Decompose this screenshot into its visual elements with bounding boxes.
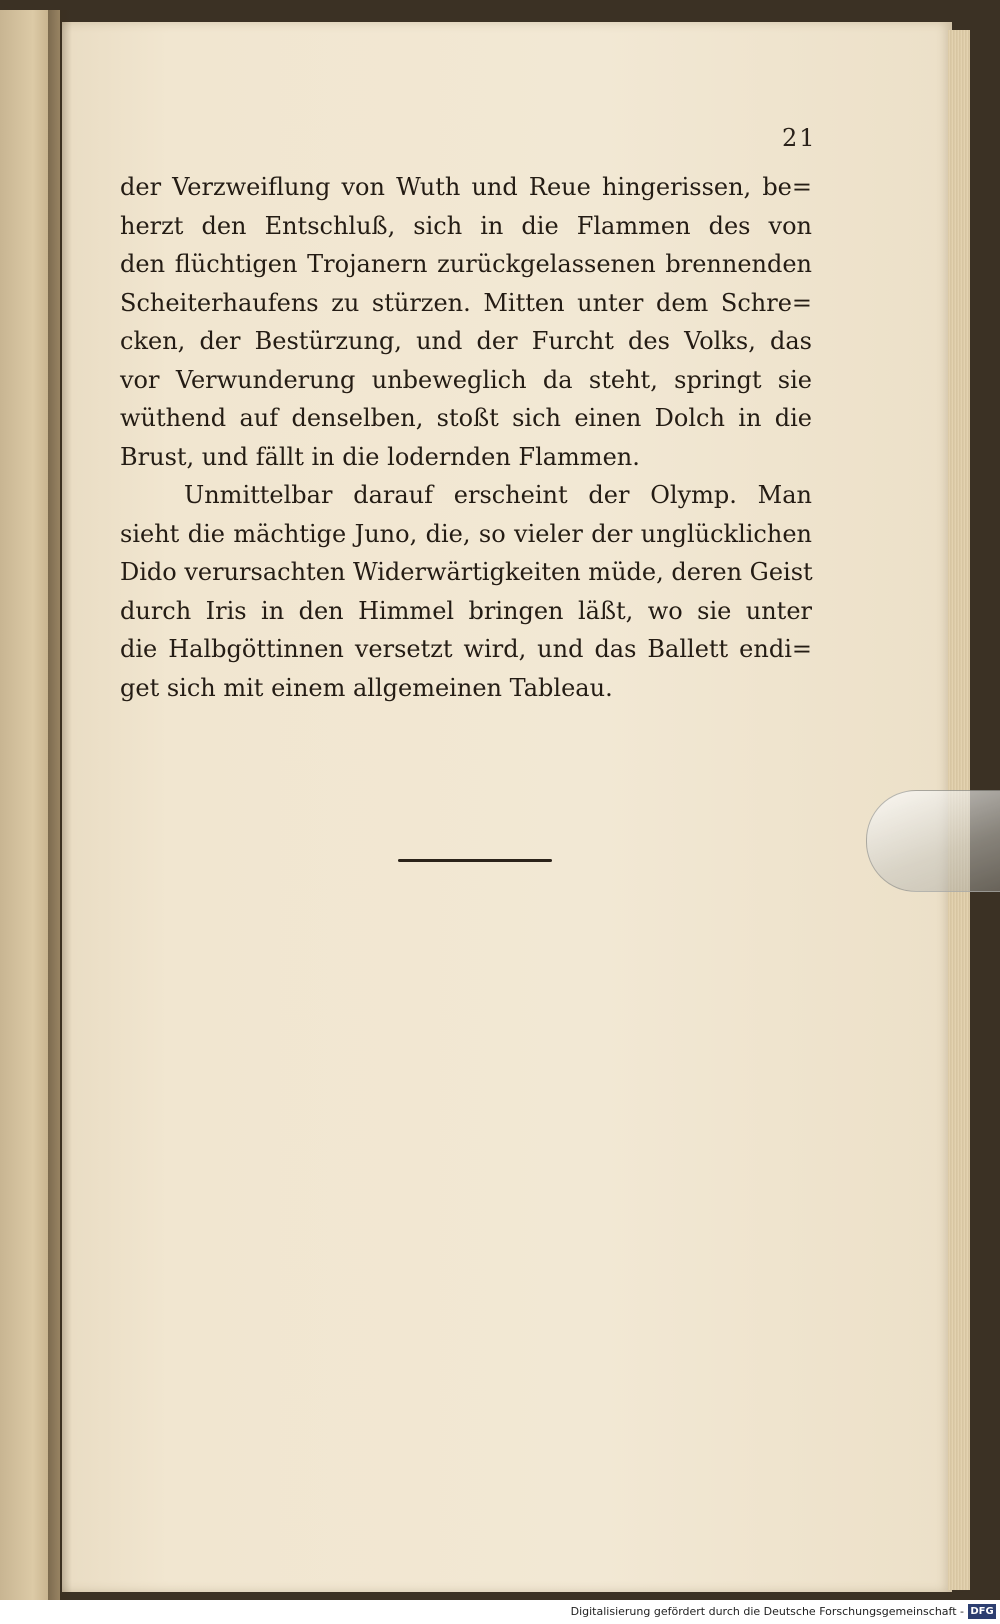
text-line: Brust, und fällt in die lodernden Flammen.: [120, 442, 640, 471]
text-line: sieht die mächtige Juno, die, so vieler der unglücklichen: [120, 519, 812, 548]
text-line: wüthend auf denselben, stoßt sich einen Dolch in die: [120, 404, 812, 432]
text-line: der Verzweiflung von Wuth und Reue hingerissen, be=: [120, 173, 812, 201]
text-line: herzt den Entschluß, sich in die Flammen des von: [120, 211, 812, 240]
spine-shadow: [48, 10, 72, 1600]
text-line: die Halbgöttinnen versetzt wird, und das Ballett endi=: [120, 635, 812, 663]
footer: [0, 1600, 1000, 1624]
text-line: Dido verursachten Widerwärtigkeiten müde, deren Geist: [120, 558, 813, 586]
body-text: [120, 168, 812, 707]
page-number: 21: [782, 124, 817, 152]
end-rule: [398, 859, 552, 862]
text-line: durch Iris in den Himmel bringen läßt, wo sie unter: [120, 596, 812, 625]
page-clip: [866, 790, 1000, 892]
footer-credit: Digitalisierung gefördert durch die Deutsche Forschungsgemeinschaft -: [570, 1605, 964, 1618]
text-line: cken, der Bestürzung, und der Furcht des Volks, das: [120, 327, 812, 355]
text-line: vor Verwunderung unbeweglich da steht, springt sie: [120, 365, 812, 394]
text-line: get sich mit einem allgemeinen Tableau.: [120, 673, 613, 702]
dfg-logo: DFG: [968, 1604, 996, 1619]
text-line: den flüchtigen Trojanern zurückgelassenen brennenden: [120, 250, 812, 278]
text-line: Unmittelbar darauf erscheint der Olymp. Man: [184, 481, 812, 509]
text-line: Scheiterhaufens zu stürzen. Mitten unter dem Schre=: [120, 288, 812, 317]
